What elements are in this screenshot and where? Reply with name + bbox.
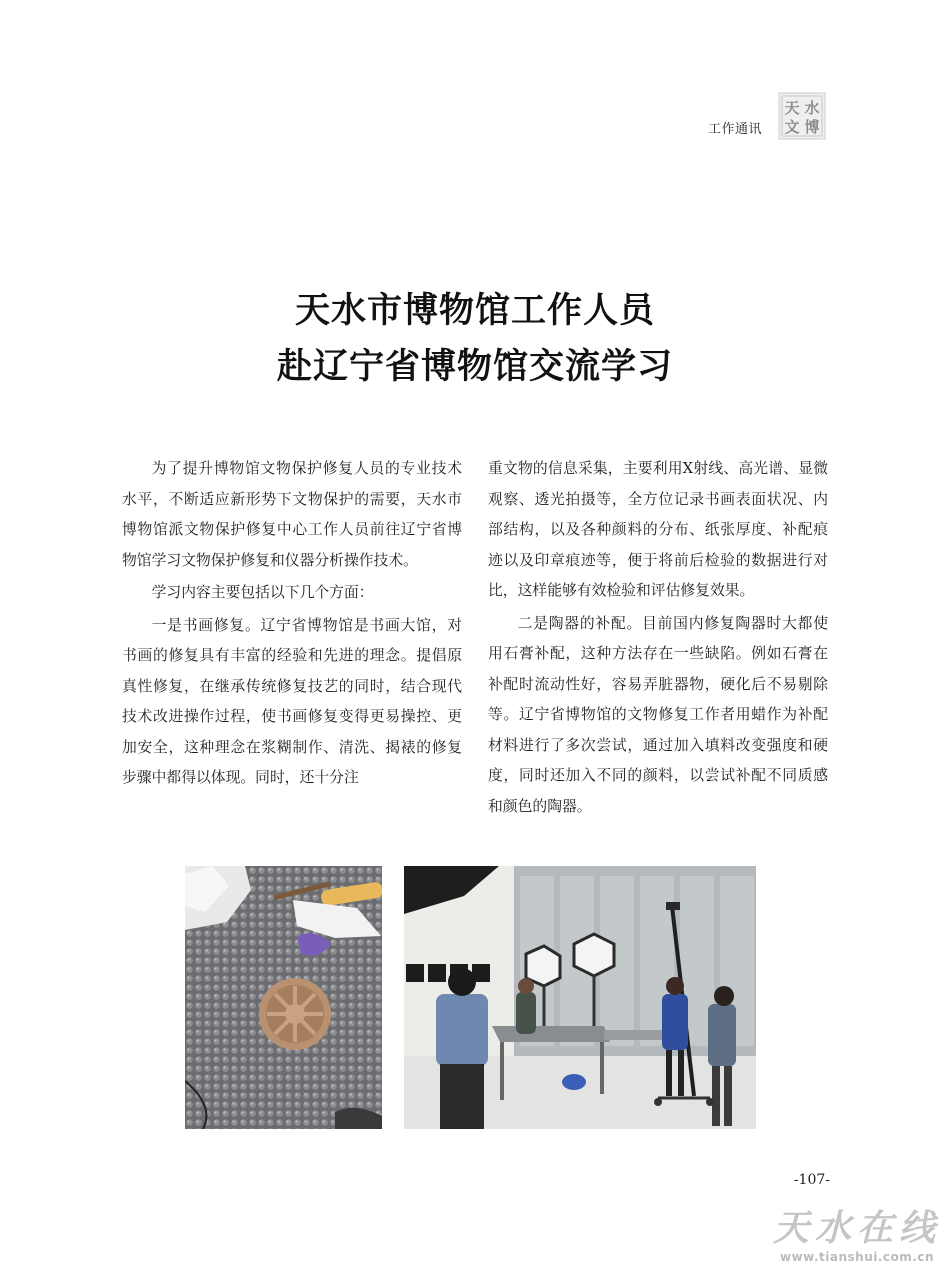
svg-text:博: 博 xyxy=(804,118,820,136)
photo-pottery-restoration xyxy=(185,866,382,1129)
body-column-right xyxy=(488,454,828,824)
title-line-1: 天水市博物馆工作人员 xyxy=(294,290,655,331)
section-label: 工作通讯 xyxy=(708,122,763,137)
paragraph-intro: 为了提升博物馆文物保护修复人员的专业技术水平，不断适应新形势下文物保护的需要，天水市博物馆派文物保护修复中心工作人员前往辽宁省博物馆学习文物保护修复和仪器分析操作技术。 xyxy=(122,460,462,569)
svg-text:文: 文 xyxy=(784,118,800,136)
watermark xyxy=(772,1200,942,1274)
paragraph-pottery-repair: 二是陶器的补配。目前国内修复陶器时大都使用石膏补配，这种方法存在一些缺陷。例如石膏在补配时流动性好，容易弄脏器物，硬化后不易剔除等。辽宁省博物馆的文物修复工作者用蜡作为补配材料进行了多次尝试，通过加入填料改变强度和硬度，同时还加入不同的颜料，以尝试补配不同质感和颜色的陶器。 xyxy=(488,614,828,815)
watermark-text: 天水在线 xyxy=(772,1208,941,1249)
watermark-url: www.tianshui.com.cn xyxy=(779,1250,934,1264)
photo-laboratory xyxy=(404,866,756,1129)
article-title xyxy=(0,283,950,395)
paragraph-painting-restoration: 一是书画修复。辽宁省博物馆是书画大馆，对书画的修复具有丰富的经验和先进的理念。提倡原真性修复，在继承传统修复技艺的同时，结合现代技术改进操作过程，使书画修复变得更易操控、更加安全，这种理念在浆糊制作、清洗、揭裱的修复步骤中都得以体现。同时，还十分注 xyxy=(122,616,462,786)
page-number: -107- xyxy=(793,1172,830,1188)
paragraph-content-intro: 学习内容主要包括以下几个方面： xyxy=(151,584,374,601)
title-line-2: 赴辽宁省博物馆交流学习 xyxy=(276,346,673,387)
body-column-left xyxy=(122,454,462,796)
svg-text:天: 天 xyxy=(784,99,800,117)
page-header xyxy=(700,92,828,140)
svg-text:水: 水 xyxy=(804,99,820,117)
tianshui-wenbo-logo xyxy=(778,92,826,140)
paragraph-information-collection: 重文物的信息采集，主要利用X射线、高光谱、显微观察、透光拍摄等，全方位记录书画表面状况、内部结构，以及各种颜料的分布、纸张厚度、补配痕迹以及印章痕迹等，便于将前后检验的数据进行对比，这样能够有效检验和评估修复效果。 xyxy=(488,460,828,599)
